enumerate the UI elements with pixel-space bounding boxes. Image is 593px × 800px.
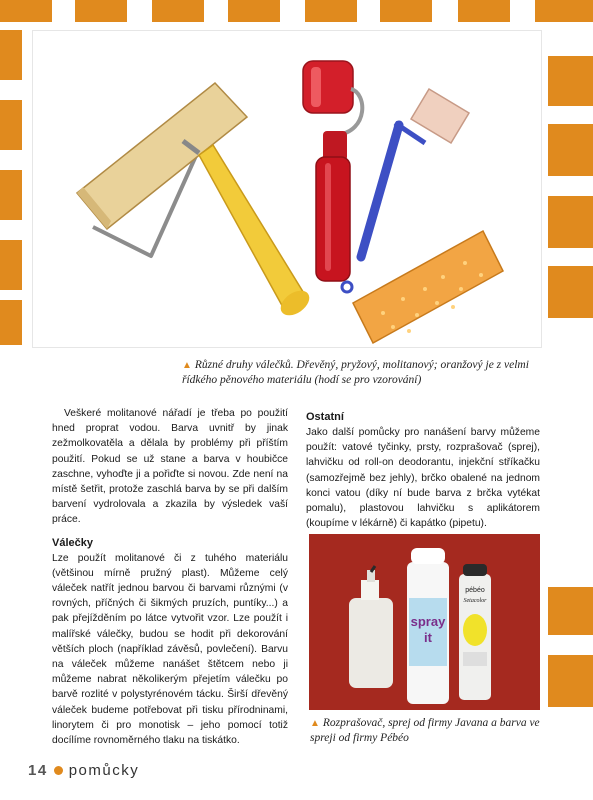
- decor-stripe-top-2: [75, 0, 127, 22]
- rollers-illustration: [33, 31, 543, 349]
- spray-it-can: [407, 548, 449, 704]
- decor-stripe-right-5: [548, 587, 593, 635]
- decor-stripe-top-5: [305, 0, 357, 22]
- decor-stripe-top-7: [458, 0, 510, 22]
- spray-label-line1: spray: [410, 614, 446, 629]
- caption-bottom-triangle-icon: ▲: [310, 718, 320, 729]
- decor-stripe-top-6: [380, 0, 432, 22]
- rollers-paragraph: Lze použít molitanové či z tuhého materiálu (většinou mírně pružný plast). Můžeme celý váleček natřít jednou barvou či barvami různými (v rovných, příčných či šikmých pruzích, puntíky...) a pak přejížděním po látce vytvořit vzor. Lze použít i malířské válečky, budou se hodit při dekorování větších ploch (například závěsů, povlečení). Barvu na váleček můžeme nanášet štětcem nebo ji můžeme nabrat několikerým přejetím válečku po barvě rozlité v polystyrénovém tácku. Širší dřevěný váleček budeme potřebovat při tisku přírodninami, linorytem či pro monotisk – jeho pomocí totiž docílíme rovnoměrného tlaku na tiskátko.: [52, 552, 288, 747]
- decor-stripe-left-5: [0, 300, 22, 345]
- footer-dot-icon: [54, 766, 63, 775]
- right-column: [306, 410, 540, 531]
- caption-bottom-text: Rozprašovač, sprej od firmy Javana a barva ve spreji od firmy Pébéo: [310, 717, 540, 744]
- decor-stripe-right-4: [548, 266, 593, 318]
- decor-stripe-left-1: [0, 30, 22, 80]
- pebeo-can: [459, 564, 491, 700]
- pebeo-name-label: Setacolor: [463, 598, 487, 604]
- decor-stripe-right-3: [548, 196, 593, 248]
- decor-stripe-left-2: [0, 100, 22, 150]
- page-number: 14: [28, 762, 48, 779]
- spray-label-line2: it: [424, 630, 432, 645]
- caption-triangle-icon: ▲: [182, 360, 192, 371]
- decor-stripe-right-2: [548, 124, 593, 176]
- decor-stripe-right-1: [548, 56, 593, 106]
- intro-paragraph: Veškeré molitanové nářadí je třeba po použití hned proprat vodou. Barva uvnitř by jinak zežmolkovatěla a dělala by problémy při příštím použití. Pokud se už stane a barva v houbičce zaschne, vyhoďte ji a pořiďte si novou. Zde není na místě šetřit, protože zaschlá barva by se při dalším barvení vydrolovala a zkazila by výsledek vaší práce.: [52, 408, 288, 526]
- rubber-roller: [303, 61, 362, 281]
- wooden-roller: [77, 83, 314, 320]
- sprayers-photo: [309, 534, 540, 710]
- rollers-photo: [32, 30, 542, 348]
- caption-top-text: Různé druhy válečků. Dřevěný, pryžový, molitanový; oranžový je z velmi řídkého pěnového materiálu (hodí se pro vzorování): [182, 359, 529, 386]
- photo-caption-bottom: [310, 716, 550, 746]
- left-column: [52, 406, 288, 748]
- decor-stripe-top-3: [152, 0, 204, 22]
- sponge-roller: [353, 231, 503, 343]
- section-heading-ostatni: Ostatní: [306, 411, 344, 423]
- pebeo-brand-label: pébéo: [465, 587, 485, 594]
- decor-stripe-left-4: [0, 240, 22, 290]
- decor-stripe-top-1: [0, 0, 52, 22]
- decor-stripe-left-3: [0, 170, 22, 220]
- section-heading-valecky: Válečky: [52, 536, 93, 549]
- decor-stripe-top-4: [228, 0, 280, 22]
- section-name: pomůcky: [68, 762, 140, 779]
- photo-caption-top: [182, 358, 552, 388]
- decor-stripe-top-8: [535, 0, 593, 22]
- decor-stripe-right-6: [548, 655, 593, 707]
- other-tools-paragraph: Jako další pomůcky pro nanášení barvy můžeme použít: vatové tyčinky, prsty, rozprašovač (sprej), lahvičku od roll-on deodorantu, injekční stříkačku (samozřejmě bez jehly), brčko obalené na jednom konci vatou (díky ní bude barva z brčka vytékat pomalu), plastovou lahvičku s aplikátorem (koupíme v lékárně) či kapátko (pipetu).: [306, 427, 540, 530]
- sprayers-illustration: [309, 534, 540, 710]
- page-footer: [28, 762, 139, 779]
